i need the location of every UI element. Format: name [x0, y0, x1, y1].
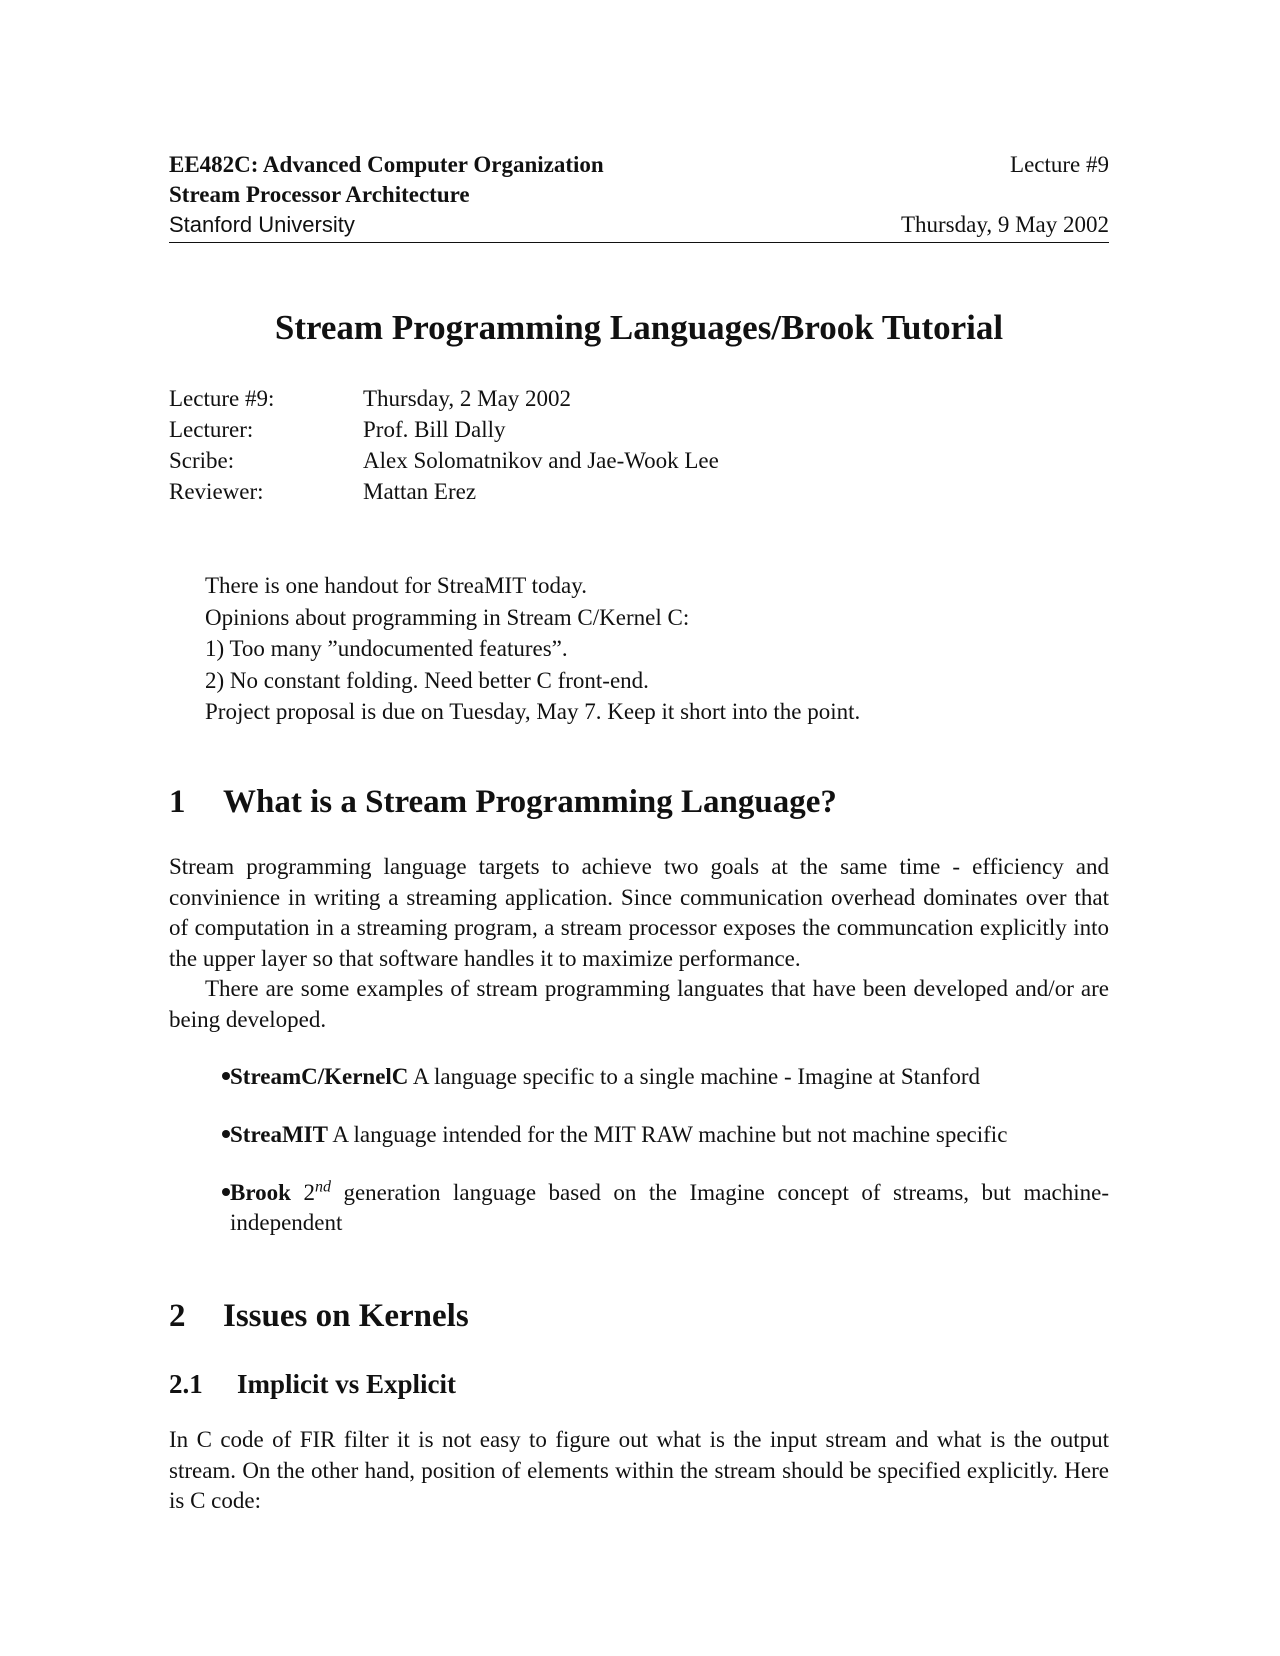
section-title: What is a Stream Programming Language?: [223, 784, 837, 820]
document-title: Stream Programming Languages/Brook Tutorial: [274, 308, 1004, 347]
paragraph: There are some examples of stream programming languates that have been developed and/or are being developed.: [169, 976, 1109, 1032]
lecture-number: Lecture #9: [1010, 152, 1109, 177]
list-item: [169, 1062, 1109, 1092]
language-list: [169, 1062, 1109, 1266]
subsection-title: Implicit vs Explicit: [237, 1369, 457, 1399]
ordinal-suffix: nd: [314, 1178, 331, 1196]
info-value: Prof. Bill Dally: [363, 417, 506, 442]
info-key: Lecture #9:: [169, 386, 275, 411]
section-number: 2: [169, 1298, 186, 1334]
list-item-text: A language specific to a single machine - Imagine at Stanford: [408, 1064, 981, 1089]
course-name: EE482C: Advanced Computer Organization: [169, 152, 604, 177]
note-line: Project proposal is due on Tuesday, May 7. Keep it short into the point.: [205, 699, 861, 724]
header-date: Thursday, 9 May 2002: [900, 212, 1109, 237]
section-2-body: [169, 1425, 1109, 1517]
section-2-heading: [169, 1296, 469, 1336]
section-number: 1: [169, 784, 186, 820]
list-item-ordinal: 2: [290, 1180, 315, 1205]
list-item: [169, 1120, 1109, 1150]
list-item-term: StreamC/KernelC: [230, 1064, 409, 1089]
info-row: [169, 476, 719, 507]
note-line: Opinions about programming in Stream C/Kernel C:: [205, 604, 690, 630]
section-1-body: [169, 852, 1109, 1036]
info-value: Thursday, 2 May 2002: [363, 386, 572, 411]
info-value: Mattan Erez: [363, 479, 477, 504]
info-row: [169, 414, 719, 445]
paragraph: In C code of FIR filter it is not easy to figure out what is the input stream and what is the output stream. On the other hand, position of elements within the stream should be specified explicitly. Here is C code:: [169, 1427, 1109, 1514]
list-item-term: Brook: [230, 1180, 291, 1205]
course-subject: Stream Processor Architecture: [169, 182, 470, 207]
note-line: 1) Too many ”undocumented features”.: [205, 636, 568, 661]
info-row: [169, 445, 719, 476]
info-key: Lecturer:: [169, 417, 254, 442]
info-row: [169, 383, 719, 414]
bullet-icon: [222, 1188, 230, 1196]
list-item-term: StreaMIT: [230, 1122, 328, 1147]
note-line: 2) No constant folding. Need better C front-end.: [205, 667, 649, 693]
section-1-heading: [169, 782, 837, 822]
header-divider: [169, 242, 1109, 243]
info-value: Alex Solomatnikov and Jae-Wook Lee: [363, 448, 719, 473]
note-line: There is one handout for StreaMIT today.: [205, 573, 587, 598]
paragraph: Stream programming language targets to achieve two goals at the same time - efficiency and convinience in writing a streaming application. Since communication overhead dominates over that of computation in a streaming program, a stream processor exposes the communcation explicitly into the upper layer so that software handles it to maximize performance.: [169, 854, 1109, 971]
info-key: Reviewer:: [169, 479, 264, 504]
lecture-info-table: [169, 383, 719, 507]
bullet-icon: [222, 1130, 230, 1138]
lecture-header: [169, 150, 1109, 240]
university-name: Stanford University: [169, 212, 355, 237]
subsection-2-1-heading: [169, 1367, 456, 1401]
announcement-notes: [205, 570, 860, 728]
list-item-text: generation language based on the Imagine concept of streams, but machine-independent: [230, 1180, 1110, 1235]
section-title: Issues on Kernels: [223, 1298, 469, 1334]
list-item: [169, 1178, 1109, 1238]
info-key: Scribe:: [169, 448, 235, 473]
subsection-number: 2.1: [169, 1369, 203, 1399]
bullet-icon: [222, 1072, 230, 1080]
list-item-text: A language intended for the MIT RAW machine but not machine specific: [327, 1122, 1008, 1147]
